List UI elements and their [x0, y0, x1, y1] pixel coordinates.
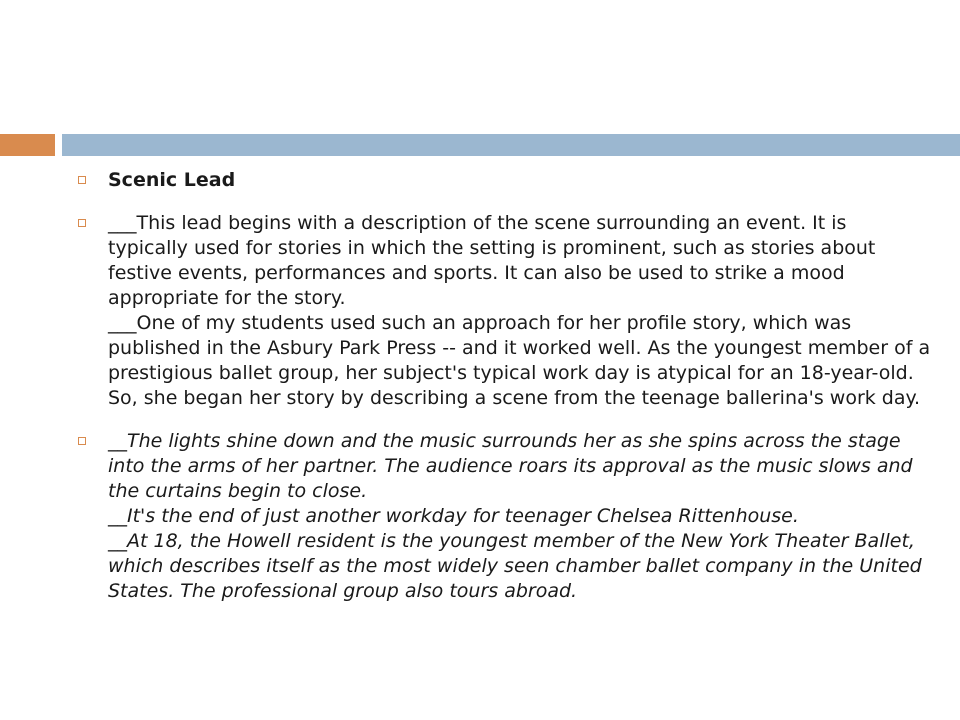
paragraph-student-example: ___One of my students used such an approach for her profile story, which was published in the Asbury Park Press -- and it worked well. As the youngest member of a prestigious ballet group, her subject's typical work day is atypical for an 18-year-old. So, she began her story by describing a scene from the teenage ballerina's work day.	[108, 312, 931, 409]
paragraph-example-lights: __The lights shine down and the music surrounds her as she spins across the stage into the arms of her partner. The audience roars its approval as the music slows and the curtains begin to close.	[108, 430, 913, 502]
bullet-item-scenic-lead	[72, 168, 932, 193]
header-accent-bar-orange	[0, 134, 55, 156]
header-accent-bar-blue	[62, 134, 960, 156]
square-bullet-icon	[78, 219, 86, 227]
bullet-item-description	[72, 211, 932, 411]
bullet-title: Scenic Lead	[108, 169, 236, 191]
slide-content	[72, 168, 932, 622]
paragraph-example-workday: __It's the end of just another workday for teenager Chelsea Rittenhouse.	[108, 505, 799, 527]
paragraph-lead-description: ___This lead begins with a description of the scene surrounding an event. It is typically used for stories in which the setting is prominent, such as stories about festive events, performances and sports. It can also be used to strike a mood appropriate for the story.	[108, 212, 876, 309]
bullet-item-example-story	[72, 429, 932, 604]
square-bullet-icon	[78, 176, 86, 184]
paragraph-example-resident: __At 18, the Howell resident is the youngest member of the New York Theater Ballet, which describes itself as the most widely seen chamber ballet company in the United States. The professional group also tours abroad.	[108, 530, 922, 602]
square-bullet-icon	[78, 437, 86, 445]
